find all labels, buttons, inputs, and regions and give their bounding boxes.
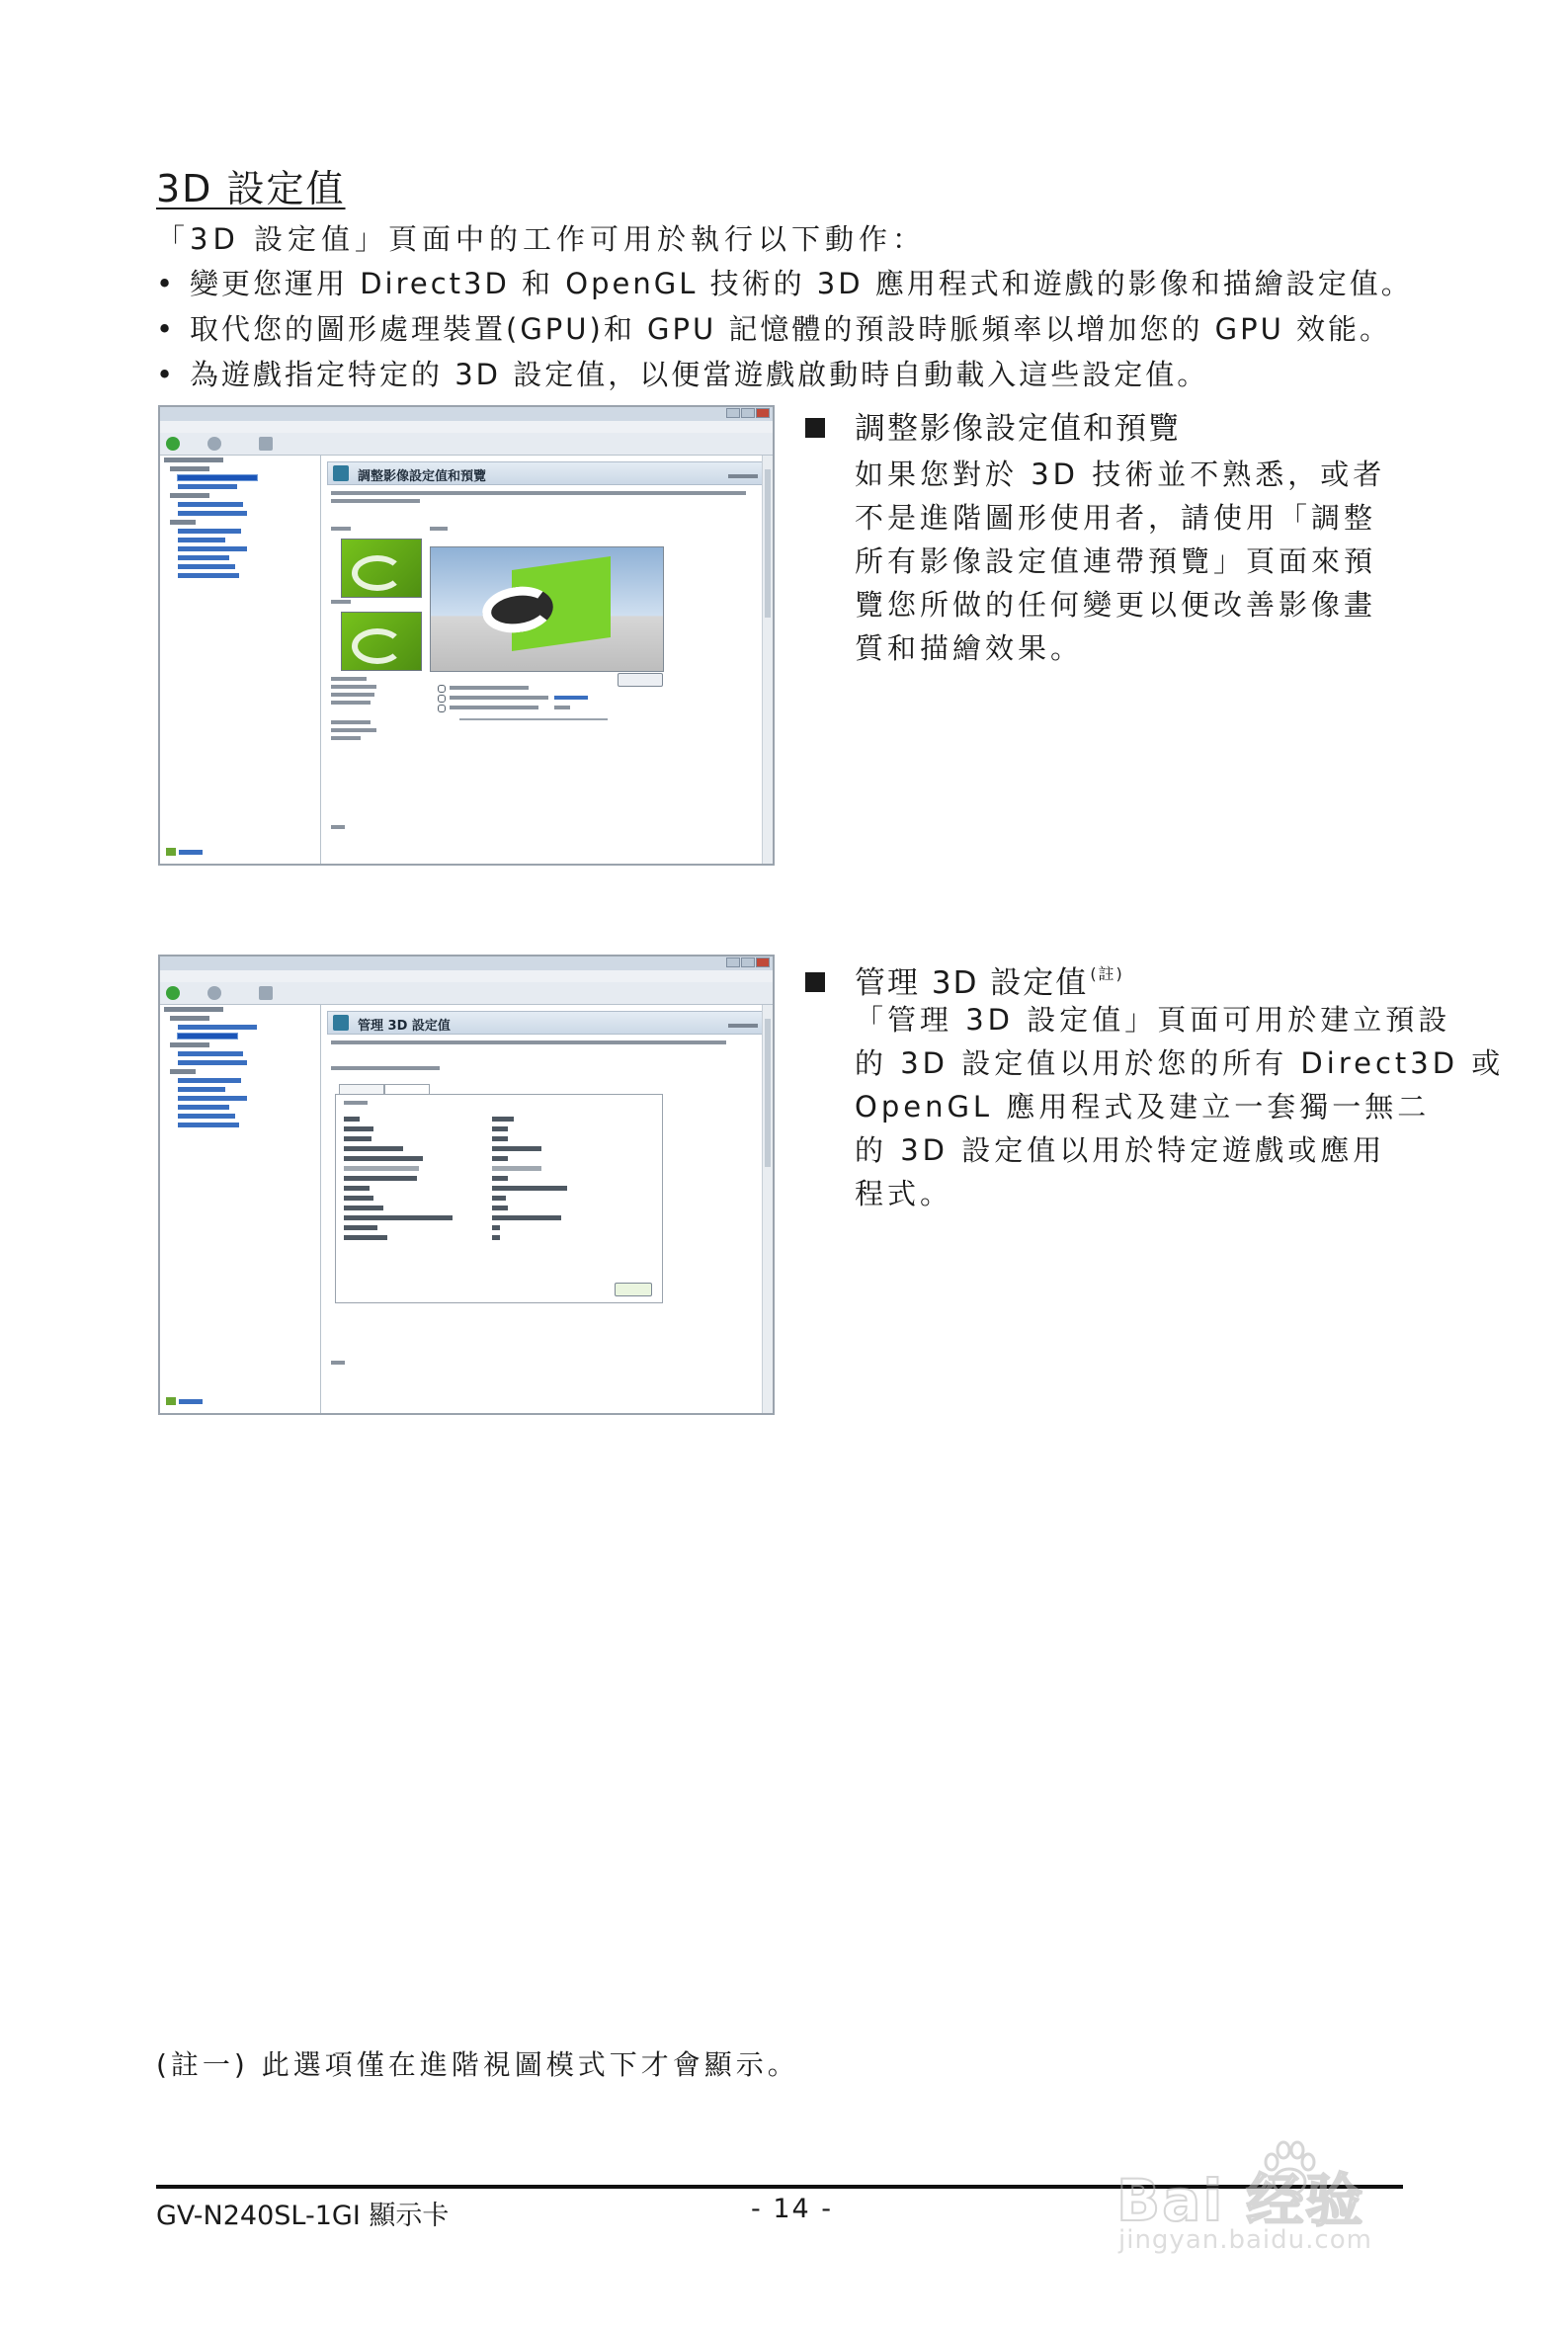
window-menubar (160, 421, 773, 433)
content-header (327, 1011, 767, 1035)
section-image-settings (805, 405, 1418, 670)
screenshot-image-settings (158, 405, 775, 866)
content-header-title: 管理 3D 設定值 (358, 1019, 451, 1034)
window-scrollbar[interactable] (762, 456, 773, 864)
content-header-title: 調整影像設定值和預覽 (358, 469, 487, 484)
3d-preview-image (430, 546, 664, 672)
watermark (1116, 2134, 1492, 2263)
window-sidebar (160, 456, 321, 864)
bullet-icon: • (156, 358, 177, 391)
bullet-icon: • (156, 312, 177, 346)
bullet-item: • 取代您的圖形處理裝置(GPU)和 GPU 記憶體的預設時脈頻率以增加您的 GPU 效能。 (156, 306, 1413, 352)
forward-icon (207, 986, 221, 1000)
settings-icon (333, 1015, 349, 1031)
window-menubar (160, 970, 773, 982)
bullet-item: • 為遊戲指定特定的 3D 設定值，以便當遊戲啟動時自動載入這些設定值。 (156, 352, 1413, 397)
back-icon (166, 986, 180, 1000)
settings-icon (333, 465, 349, 481)
watermark-url: jingyan.baidu.com (1118, 2225, 1372, 2255)
window-titlebar (160, 407, 773, 421)
square-bullet-icon (805, 418, 825, 438)
bullet-icon: • (156, 267, 177, 300)
content-header (327, 461, 767, 485)
back-icon (166, 437, 180, 451)
window-scrollbar[interactable] (762, 1005, 773, 1413)
settings-table (335, 1094, 663, 1303)
section-body: 「管理 3D 設定值」頁面可用於建立預設 的 3D 設定值以用於您的所有 Direct3D 或 OpenGL 應用程式及建立一套獨一無二 的 3D 設定值以用於特定遊戲或應用 程式。 (855, 1003, 1505, 1210)
square-bullet-icon (805, 972, 825, 992)
note-mark: (註) (1090, 964, 1124, 983)
section-manage-3d (805, 951, 1505, 1215)
bullet-list (156, 261, 1413, 397)
section-body: 如果您對於 3D 技術並不熟悉，或者 不是進階圖形使用者，請使用「調整 所有影像設定值連帶預覽」頁面來預 覽您所做的任何變更以便改善影像畫 質和描繪效果。 (855, 458, 1386, 665)
forward-icon (207, 437, 221, 451)
window-content (321, 456, 773, 864)
section-title: 調整影像設定值和預覽 (805, 405, 1418, 453)
bullet-item: • 變更您運用 Direct3D 和 OpenGL 技術的 3D 應用程式和遊戲的影像和描繪設定值。 (156, 261, 1413, 306)
watermark-brand: Bai 经验 (1116, 2167, 1365, 2234)
intro-text: 「3D 設定值」頁面中的工作可用於執行以下動作： (156, 222, 927, 256)
quality-thumbnail (341, 539, 422, 598)
quality-slider[interactable] (459, 718, 608, 720)
pause-button[interactable] (618, 673, 663, 687)
performance-thumbnail (341, 612, 422, 671)
page-number: - 14 - (751, 2194, 834, 2224)
window-content (321, 1005, 773, 1413)
window-titlebar (160, 957, 773, 970)
window-toolbar (160, 433, 773, 456)
radio-option[interactable] (438, 685, 446, 693)
window-sidebar (160, 1005, 321, 1413)
restore-button[interactable] (615, 1283, 652, 1296)
section-title: 管理 3D 設定值 $^{(註)}$ (805, 951, 1418, 998)
home-icon (259, 437, 273, 451)
home-icon (259, 986, 273, 1000)
footnote: (註一) 此選項僅在進階視圖模式下才會顯示。 (156, 2048, 799, 2081)
window-toolbar (160, 982, 773, 1005)
footer-model: GV-N240SL-1GI 顯示卡 (156, 2201, 450, 2231)
radio-option[interactable] (438, 695, 446, 703)
radio-option[interactable] (438, 705, 446, 712)
page-heading: 3D 設定值 (156, 167, 346, 210)
screenshot-manage-3d-settings (158, 955, 775, 1415)
